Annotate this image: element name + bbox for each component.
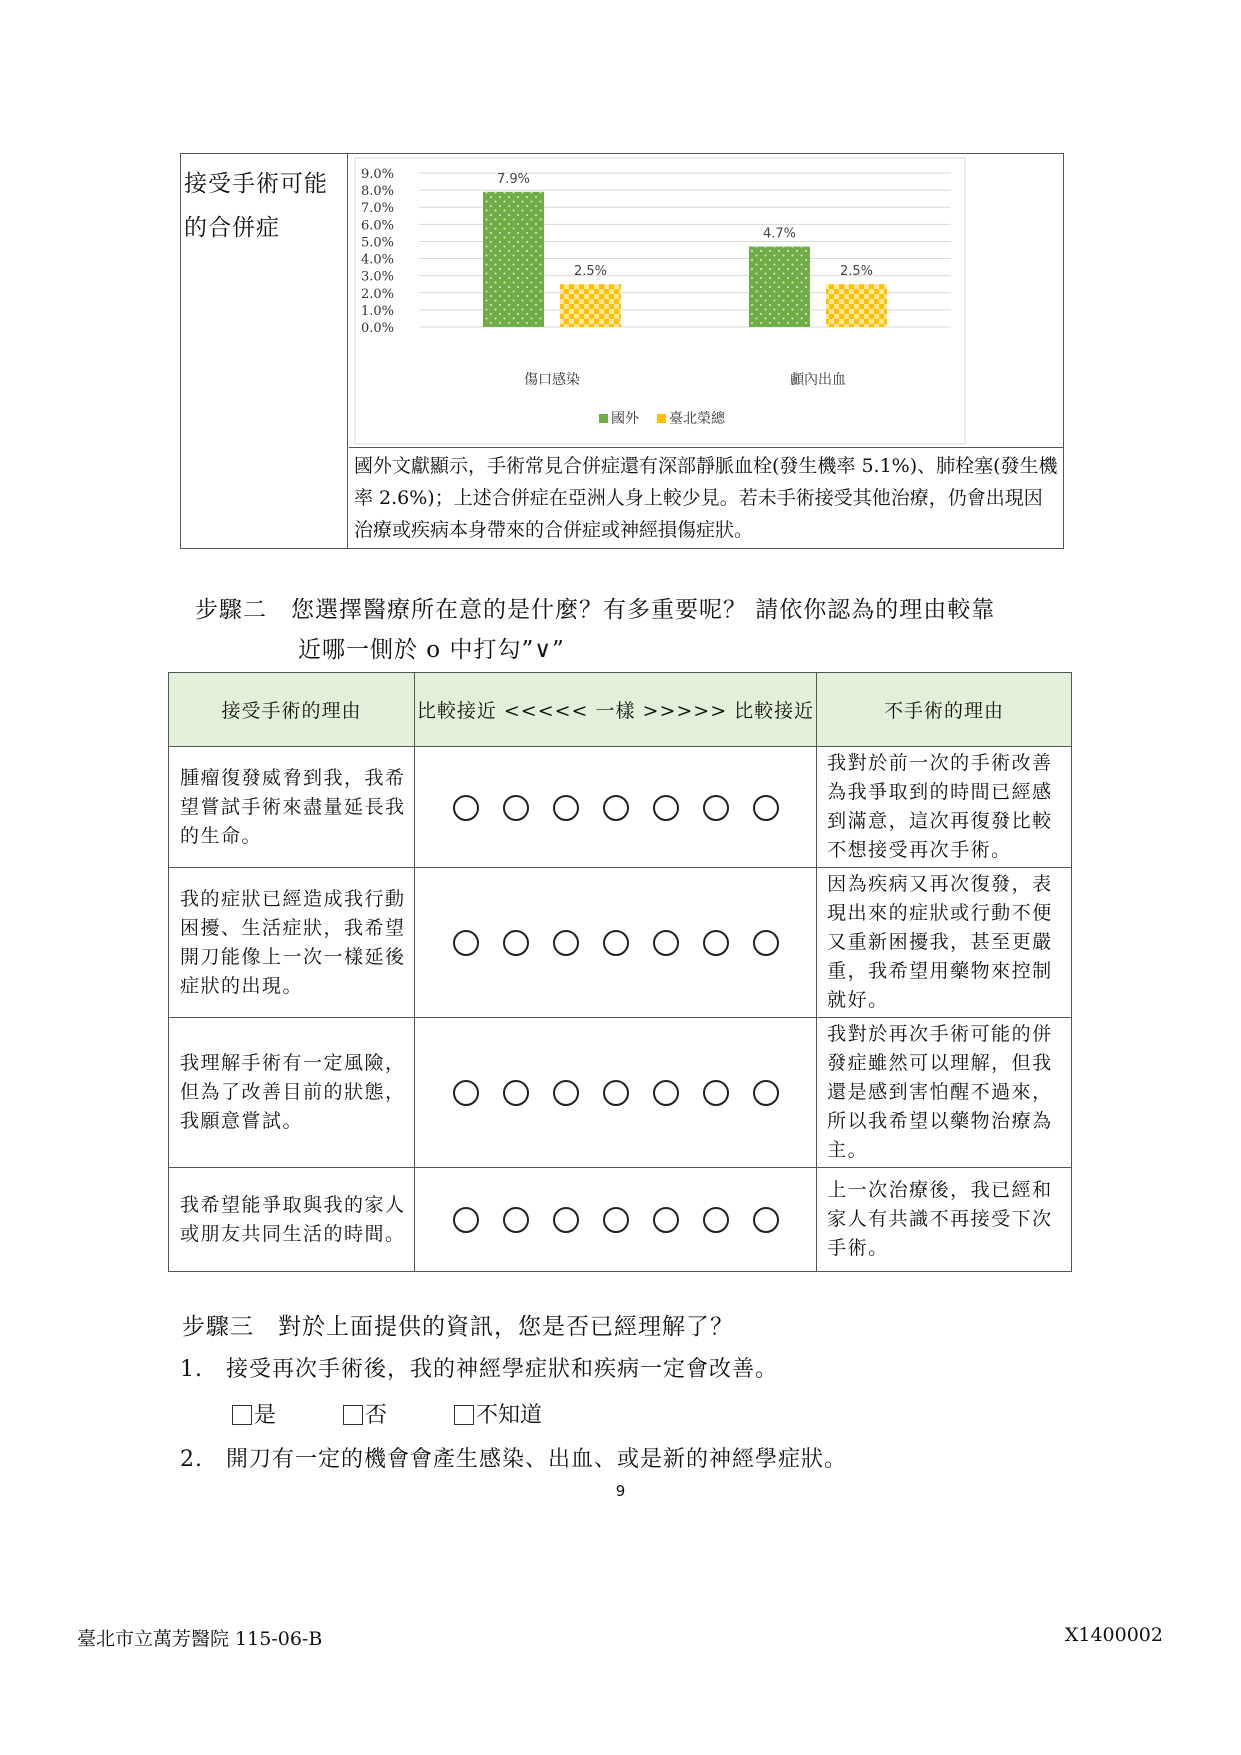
category-label: 傷口感染 <box>524 372 580 388</box>
y-tick-label: 2.0% <box>360 286 394 302</box>
question-1-options <box>232 1398 602 1429</box>
scale-radio[interactable] <box>653 795 679 821</box>
header-scale: 比較接近 <<<<< 一樣 >>>>> 比較接近 <box>414 673 816 747</box>
y-tick-label: 9.0% <box>360 167 394 182</box>
option-no[interactable] <box>343 1398 387 1429</box>
preference-table <box>168 672 1072 1272</box>
no-surgery-reason: 因為疾病又再次復發，表現出來的症狀或行動不便又重新困擾我，甚至更嚴重，我希望用藥物來控制就好。 <box>817 868 1072 1018</box>
surgery-reason: 我的症狀已經造成我行動困擾、生活症狀，我希望開刀能像上一次一樣延後症狀的出現。 <box>169 868 415 1018</box>
scale-radio[interactable] <box>453 930 479 956</box>
scale-radio[interactable] <box>753 930 779 956</box>
header-surgery-reasons: 接受手術的理由 <box>169 673 415 747</box>
preference-scale <box>414 868 816 1018</box>
scale-radio[interactable] <box>453 1080 479 1106</box>
checkbox[interactable] <box>232 1405 252 1425</box>
chart-svg <box>349 154 1065 446</box>
scale-radio[interactable] <box>753 1080 779 1106</box>
page-number: 9 <box>615 1482 626 1500</box>
preference-row <box>169 747 1072 868</box>
no-surgery-reason: 我對於前一次的手術改善為我爭取到的時間已經感到滿意，這次再復發比較不想接受再次手術。 <box>817 747 1072 868</box>
y-tick-label: 7.0% <box>360 201 394 217</box>
scale-radio[interactable] <box>603 930 629 956</box>
surgery-reason: 我希望能爭取與我的家人或朋友共同生活的時間。 <box>169 1168 415 1272</box>
data-label: 2.5% <box>573 264 608 280</box>
scale-radio[interactable] <box>703 795 729 821</box>
data-label: 2.5% <box>839 264 874 280</box>
scale-radio[interactable] <box>453 795 479 821</box>
option-yes[interactable] <box>232 1398 276 1429</box>
data-label: 4.7% <box>762 226 797 242</box>
data-label: 7.9% <box>496 171 531 187</box>
scale-radio[interactable] <box>653 1207 679 1233</box>
scale-radio[interactable] <box>753 1207 779 1233</box>
question-1: 1. 接受再次手術後，我的神經學症狀和疾病一定會改善。 <box>180 1357 778 1382</box>
legend-swatch <box>657 414 666 423</box>
question-2: 2. 開刀有一定的機會會產生感染、出血、或是新的神經學症狀。 <box>180 1447 847 1472</box>
scale-radio[interactable] <box>503 1080 529 1106</box>
scale-radio[interactable] <box>553 795 579 821</box>
step2-title <box>195 590 1075 670</box>
bar <box>826 284 887 327</box>
preference-scale <box>414 747 816 868</box>
scale-radio[interactable] <box>703 1207 729 1233</box>
y-tick-label: 0.0% <box>360 321 394 336</box>
scale-radio[interactable] <box>453 1207 479 1233</box>
checkbox[interactable] <box>454 1405 474 1425</box>
scale-radio[interactable] <box>603 795 629 821</box>
surgery-reason: 我理解手術有一定風險，但為了改善目前的狀態，我願意嘗試。 <box>169 1018 415 1168</box>
option-yes-label: 是 <box>254 1403 277 1428</box>
footer-doc-id: X1400002 <box>1064 1624 1163 1646</box>
complications-description: 國外文獻顯示，手術常見合併症還有深部靜脈血栓(發生機率 5.1%)、肺栓塞(發生機率 2.6%)；上述合併症在亞洲人身上較少見。若未手術接受其他治療，仍會出現因治療或疾病本身帶來的合併症或神經損傷症狀。 <box>349 447 1063 549</box>
scale-radio[interactable] <box>653 1080 679 1106</box>
bar <box>483 192 544 327</box>
no-surgery-reason: 我對於再次手術可能的併發症雖然可以理解，但我還是感到害怕醒不過來，所以我希望以藥物治療為主。 <box>817 1018 1072 1168</box>
scale-radio[interactable] <box>753 795 779 821</box>
scale-radio[interactable] <box>503 1207 529 1233</box>
scale-radio[interactable] <box>603 1207 629 1233</box>
preference-row <box>169 1168 1072 1272</box>
scale-radio[interactable] <box>503 930 529 956</box>
checkbox[interactable] <box>343 1405 363 1425</box>
y-tick-label: 5.0% <box>360 235 394 251</box>
bar <box>560 284 621 327</box>
preference-scale <box>414 1168 816 1272</box>
scale-radio[interactable] <box>703 1080 729 1106</box>
scale-radio[interactable] <box>553 1207 579 1233</box>
y-tick-label: 6.0% <box>360 218 394 234</box>
y-tick-label: 3.0% <box>360 269 394 285</box>
option-dont-know-label: 不知道 <box>476 1403 543 1428</box>
surgery-reason: 腫瘤復發威脅到我，我希望嘗試手術來盡量延長我的生命。 <box>169 747 415 868</box>
legend-swatch <box>599 414 608 423</box>
option-dont-know[interactable] <box>454 1398 542 1429</box>
y-tick-label: 4.0% <box>360 252 394 268</box>
complications-label: 接受手術可能的合併症 <box>184 171 328 241</box>
scale-radio[interactable] <box>653 930 679 956</box>
bar <box>749 247 810 327</box>
scale-radio[interactable] <box>553 1080 579 1106</box>
step3-title: 步驟三 對於上面提供的資訊，您是否已經理解了？ <box>182 1314 734 1340</box>
header-no-surgery-reasons: 不手術的理由 <box>817 673 1072 747</box>
preference-header-row <box>169 673 1072 747</box>
y-tick-label: 1.0% <box>360 303 394 319</box>
preference-row <box>169 868 1072 1018</box>
option-no-label: 否 <box>365 1403 388 1428</box>
complications-table <box>180 153 1064 549</box>
complications-label-cell <box>181 154 348 548</box>
scale-radio[interactable] <box>703 930 729 956</box>
scale-radio[interactable] <box>553 930 579 956</box>
preference-row <box>169 1018 1072 1168</box>
step2-title-line2: 近哪一側於 o 中打勾”∨” <box>298 637 565 663</box>
step2-title-line1: 步驟二 您選擇醫療所在意的是什麼？有多重要呢？ 請依你認為的理由較靠 <box>195 597 996 623</box>
no-surgery-reason: 上一次治療後，我已經和家人有共識不再接受下次手術。 <box>817 1168 1072 1272</box>
y-tick-label: 8.0% <box>360 184 394 200</box>
scale-radio[interactable] <box>503 795 529 821</box>
footer-hospital-code: 臺北市立萬芳醫院 115-06-B <box>77 1628 323 1650</box>
category-label: 顱內出血 <box>790 372 846 388</box>
preference-scale <box>414 1018 816 1168</box>
legend-label: 國外 <box>611 411 639 427</box>
complications-chart <box>349 154 1065 446</box>
scale-radio[interactable] <box>603 1080 629 1106</box>
legend-label: 臺北榮總 <box>669 411 725 427</box>
